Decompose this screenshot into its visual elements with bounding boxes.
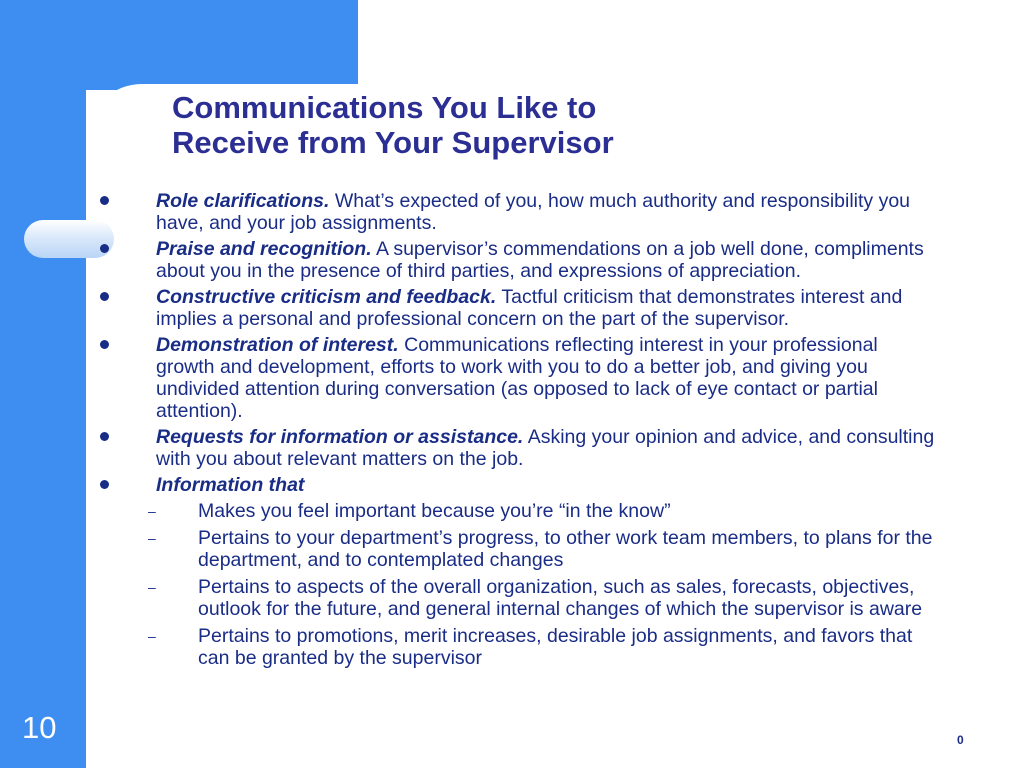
slide-title bbox=[172, 90, 614, 160]
bullet-lead: Requests for information or assistance. bbox=[156, 426, 524, 448]
bullet-dot-icon bbox=[100, 196, 109, 205]
bullet-dot-icon bbox=[100, 340, 109, 349]
bullet-item-role-clarifications bbox=[96, 190, 936, 234]
slide-title-line-1: Communications You Like to bbox=[172, 90, 597, 125]
sub-bullet-item bbox=[96, 527, 936, 571]
bullet-text: Tactful criticism that demonstrates interest and implies a personal and professional concern on the part of the supervisor. bbox=[156, 286, 903, 330]
sub-bullet-item bbox=[96, 576, 936, 620]
bullet-lead: Demonstration of interest. bbox=[156, 334, 399, 356]
bullet-lead: Role clarifications. bbox=[156, 190, 330, 212]
bullet-list bbox=[96, 190, 936, 674]
sub-bullet-text: Pertains to aspects of the overall organization, such as sales, forecasts, objectives, outlook for the future, and general internal changes of which the supervisor is aware bbox=[198, 576, 923, 620]
bullet-item-information-that bbox=[96, 474, 936, 496]
bullet-item-constructive-criticism bbox=[96, 286, 936, 330]
bullet-text: A supervisor’s commendations on a job well done, compliments about you in the presence of third parties, and expressions of appreciation. bbox=[156, 238, 924, 282]
sub-bullet-item bbox=[96, 500, 936, 522]
bullet-dot-icon bbox=[100, 292, 109, 301]
sub-bullet-text: Makes you feel important because you’re “in the know” bbox=[198, 500, 671, 522]
bullet-dot-icon bbox=[100, 244, 109, 253]
bullet-item-requests-information bbox=[96, 426, 936, 470]
sub-bullet-text: Pertains to your department’s progress, to other work team members, to plans for the department, and to contemplated changes bbox=[198, 527, 933, 571]
bullet-item-praise-recognition bbox=[96, 238, 936, 282]
dash-icon: – bbox=[148, 628, 156, 644]
footer-mark: 0 bbox=[957, 733, 964, 747]
slide-title-line-2: Receive from Your Supervisor bbox=[172, 125, 614, 160]
dash-icon: – bbox=[148, 503, 156, 519]
slide-page-number: 10 bbox=[22, 710, 57, 745]
decorative-left-band bbox=[0, 0, 86, 768]
bullet-text: What’s expected of you, how much authority and responsibility you have, and your job assignments. bbox=[156, 190, 911, 234]
bullet-dot-icon bbox=[100, 432, 109, 441]
dash-icon: – bbox=[148, 579, 156, 595]
bullet-text: Communications reflecting interest in your professional growth and development, efforts to work with you to do a better job, and giving you undivided attention during conversation (as opposed to lack of eye contact or partial attention). bbox=[156, 334, 878, 422]
bullet-lead: Praise and recognition. bbox=[156, 238, 372, 260]
sub-bullet-text: Pertains to promotions, merit increases, desirable job assignments, and favors that can be granted by the supervisor bbox=[198, 625, 913, 669]
bullet-text: Asking your opinion and advice, and consulting with you about relevant matters on the job. bbox=[156, 426, 935, 470]
dash-icon: – bbox=[148, 530, 156, 546]
bullet-dot-icon bbox=[100, 480, 109, 489]
sub-bullet-item bbox=[96, 625, 936, 669]
bullet-lead: Information that bbox=[156, 474, 305, 496]
bullet-lead: Constructive criticism and feedback. bbox=[156, 286, 497, 308]
bullet-item-demonstration-interest bbox=[96, 334, 936, 422]
